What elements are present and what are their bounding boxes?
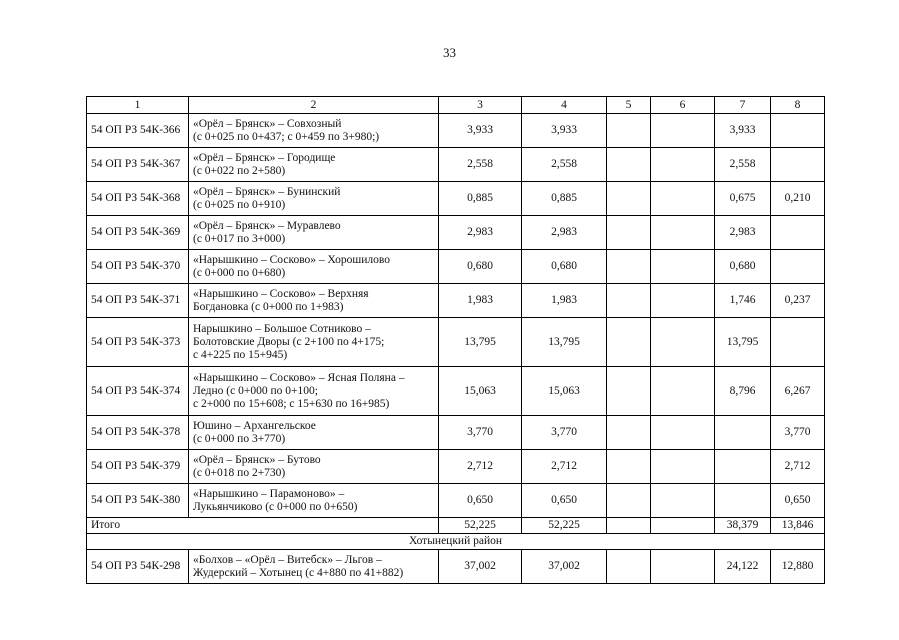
value-cell-c8 [771, 148, 825, 182]
value-cell-c7: 1,746 [715, 284, 771, 318]
value-cell-c5 [607, 148, 651, 182]
road-name-cell: «Орёл – Брянск» – Муравлево (с 0+017 по 3+000) [189, 216, 439, 250]
road-code-cell: 54 ОП РЗ 54К-298 [87, 550, 189, 584]
road-name-cell: «Нарышкино – Сосково» – Верхняя Богдановка (с 0+000 по 1+983) [189, 284, 439, 318]
value-cell-c8 [771, 318, 825, 367]
road-name-cell: «Орёл – Брянск» – Бутово (с 0+018 по 2+730) [189, 450, 439, 484]
value-cell-c4: 2,558 [522, 148, 607, 182]
table-row [87, 484, 825, 518]
value-cell-c6 [651, 284, 715, 318]
road-code-cell: 54 ОП РЗ 54К-366 [87, 114, 189, 148]
value-cell-c6 [651, 450, 715, 484]
value-cell-c3: 2,712 [439, 450, 522, 484]
value-cell-c7 [715, 484, 771, 518]
value-cell-c8: 0,210 [771, 182, 825, 216]
value-cell-c7: 2,558 [715, 148, 771, 182]
table-row [87, 114, 825, 148]
column-header-1: 1 [87, 97, 189, 114]
column-header-7: 7 [715, 97, 771, 114]
value-cell-c5 [607, 250, 651, 284]
value-cell-c5 [607, 416, 651, 450]
road-code-cell: 54 ОП РЗ 54К-367 [87, 148, 189, 182]
value-cell-c3: 3,933 [439, 114, 522, 148]
road-code-cell: 54 ОП РЗ 54К-373 [87, 318, 189, 367]
value-cell-c8: 0,237 [771, 284, 825, 318]
road-name-cell: «Нарышкино – Парамоново» – Лукьянчиково (с 0+000 по 0+650) [189, 484, 439, 518]
table-row [87, 416, 825, 450]
value-cell-c8 [771, 216, 825, 250]
value-cell-c5 [607, 367, 651, 416]
value-cell-c3: 2,558 [439, 148, 522, 182]
value-cell-c4: 3,770 [522, 416, 607, 450]
value-cell-c5 [607, 550, 651, 584]
value-cell-c3: 13,795 [439, 318, 522, 367]
value-cell-c8: 3,770 [771, 416, 825, 450]
column-header-4: 4 [522, 97, 607, 114]
table-row [87, 284, 825, 318]
value-cell-c6 [651, 484, 715, 518]
value-cell-c7: 0,680 [715, 250, 771, 284]
value-cell-c5 [607, 284, 651, 318]
value-cell-c4: 15,063 [522, 367, 607, 416]
value-cell-c6 [651, 416, 715, 450]
road-name-cell: Нарышкино – Большое Сотниково – Болотовские Дворы (с 2+100 по 4+175; с 4+225 по 15+945) [189, 318, 439, 367]
table-row [87, 182, 825, 216]
road-name-cell: «Орёл – Брянск» – Совхозный (с 0+025 по 0+437; с 0+459 по 3+980;) [189, 114, 439, 148]
value-cell-c4: 2,983 [522, 216, 607, 250]
road-code-cell: 54 ОП РЗ 54К-370 [87, 250, 189, 284]
value-cell-c6 [651, 550, 715, 584]
column-header-8: 8 [771, 97, 825, 114]
value-cell-c3: 0,680 [439, 250, 522, 284]
value-cell-c5 [607, 216, 651, 250]
value-cell-c6 [651, 148, 715, 182]
value-cell-c6 [651, 114, 715, 148]
value-cell-c7 [715, 450, 771, 484]
road-code-cell: 54 ОП РЗ 54К-371 [87, 284, 189, 318]
road-code-cell: 54 ОП РЗ 54К-369 [87, 216, 189, 250]
table-header-row [87, 97, 825, 114]
value-cell-c5 [607, 114, 651, 148]
value-cell-c7: 2,983 [715, 216, 771, 250]
value-cell-c5 [607, 484, 651, 518]
value-cell-c3: 2,983 [439, 216, 522, 250]
table-row [87, 550, 825, 584]
road-code-cell: 54 ОП РЗ 54К-374 [87, 367, 189, 416]
value-cell-c4: 0,650 [522, 484, 607, 518]
value-cell-c6 [651, 318, 715, 367]
value-cell-c5 [607, 318, 651, 367]
road-code-cell: 54 ОП РЗ 54К-378 [87, 416, 189, 450]
value-cell-c4: 37,002 [522, 550, 607, 584]
column-header-3: 3 [439, 97, 522, 114]
table-row [87, 318, 825, 367]
total-cell-c8: 13,846 [771, 518, 825, 534]
section-title-row [87, 534, 825, 550]
value-cell-c7: 0,675 [715, 182, 771, 216]
value-cell-c4: 0,885 [522, 182, 607, 216]
value-cell-c7: 24,122 [715, 550, 771, 584]
value-cell-c8: 2,712 [771, 450, 825, 484]
value-cell-c3: 0,885 [439, 182, 522, 216]
value-cell-c8 [771, 250, 825, 284]
value-cell-c4: 1,983 [522, 284, 607, 318]
total-cell-c7: 38,379 [715, 518, 771, 534]
value-cell-c8: 0,650 [771, 484, 825, 518]
section-title: Хотынецкий район [87, 534, 825, 550]
table-row [87, 216, 825, 250]
value-cell-c3: 1,983 [439, 284, 522, 318]
road-code-cell: 54 ОП РЗ 54К-379 [87, 450, 189, 484]
road-name-cell: «Нарышкино – Сосково» – Хорошилово (с 0+000 по 0+680) [189, 250, 439, 284]
value-cell-c4: 3,933 [522, 114, 607, 148]
road-code-cell: 54 ОП РЗ 54К-380 [87, 484, 189, 518]
total-cell-c3: 52,225 [439, 518, 522, 534]
value-cell-c3: 0,650 [439, 484, 522, 518]
data-table [86, 96, 825, 584]
value-cell-c4: 2,712 [522, 450, 607, 484]
column-header-2: 2 [189, 97, 439, 114]
value-cell-c6 [651, 182, 715, 216]
table-row [87, 450, 825, 484]
road-name-cell: «Орёл – Брянск» – Бунинский (с 0+025 по 0+910) [189, 182, 439, 216]
total-row [87, 518, 825, 534]
table-row [87, 367, 825, 416]
column-header-6: 6 [651, 97, 715, 114]
total-cell-c5 [607, 518, 651, 534]
total-cell-c6 [651, 518, 715, 534]
road-name-cell: «Нарышкино – Сосково» – Ясная Поляна – Ледно (с 0+000 по 0+100; с 2+000 по 15+608; с 15+630 по 16+985) [189, 367, 439, 416]
road-name-cell: «Орёл – Брянск» – Городище (с 0+022 по 2+580) [189, 148, 439, 182]
road-name-cell: «Болхов – «Орёл – Витебск» – Льгов – Жудерский – Хотынец (с 4+880 по 41+882) [189, 550, 439, 584]
total-label: Итого [87, 518, 439, 534]
value-cell-c8: 12,880 [771, 550, 825, 584]
value-cell-c8 [771, 114, 825, 148]
road-name-cell: Юшино – Архангельское (с 0+000 по 3+770) [189, 416, 439, 450]
total-cell-c4: 52,225 [522, 518, 607, 534]
value-cell-c7: 8,796 [715, 367, 771, 416]
value-cell-c8: 6,267 [771, 367, 825, 416]
value-cell-c4: 13,795 [522, 318, 607, 367]
value-cell-c5 [607, 450, 651, 484]
value-cell-c6 [651, 250, 715, 284]
value-cell-c6 [651, 216, 715, 250]
value-cell-c3: 37,002 [439, 550, 522, 584]
value-cell-c3: 15,063 [439, 367, 522, 416]
value-cell-c4: 0,680 [522, 250, 607, 284]
table-row [87, 148, 825, 182]
column-header-5: 5 [607, 97, 651, 114]
value-cell-c3: 3,770 [439, 416, 522, 450]
page-number: 33 [443, 45, 456, 60]
value-cell-c7: 3,933 [715, 114, 771, 148]
value-cell-c7: 13,795 [715, 318, 771, 367]
value-cell-c5 [607, 182, 651, 216]
value-cell-c7 [715, 416, 771, 450]
road-code-cell: 54 ОП РЗ 54К-368 [87, 182, 189, 216]
table-row [87, 250, 825, 284]
value-cell-c6 [651, 367, 715, 416]
